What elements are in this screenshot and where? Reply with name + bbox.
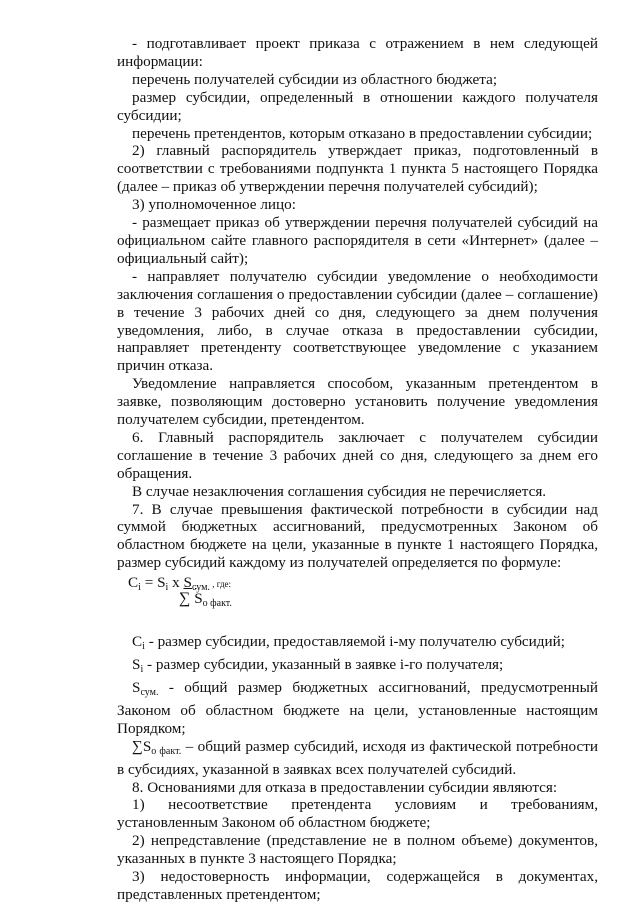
- paragraph: 3) уполномоченное лицо:: [132, 196, 296, 214]
- paragraph: размер субсидии, определенный в отношении каждого получателя субсидии;: [117, 88, 598, 124]
- paragraph: 1) несоответствие претендента условиям и требованиям, установленным Законом об областном бюджете;: [117, 796, 598, 832]
- paragraph: перечень получателей субсидии из областного бюджета;: [132, 70, 498, 88]
- definition: $S_i$ - размер субсидии, указанный в заявке i-го получателя;: [132, 656, 504, 676]
- paragraph: Уведомление направляется способом, указанным претендентом в заявке, позволяющим достоверно установить получение уведомления получателем субсидии, претендентом.: [117, 375, 598, 429]
- paragraph: - направляет получателю субсидии уведомление о необходимости заключения соглашения о предоставлении субсидии (далее – соглашение) в течение 3 рабочих дней со дня, следующего за днем получения уведомления, либо, в случае отказа в предоставлении субсидии, направляет претенденту соответствующее уведомление с указанием причин отказа.: [117, 267, 598, 375]
- paragraph: 2) главный распорядитель утверждает приказ, подготовленный в соответствии с требованиями подпункта 1 пункта 5 настоящего Порядка (далее – приказ об утверждении перечня получателей субсидий);: [117, 142, 598, 196]
- paragraph: 7. В случае превышения фактической потребности в субсидии над суммой бюджетных ассигнований, предусмотренных Законом об областном бюджете на цели, указанные в пункте 1 настоящего Порядка, размер субсидий каждому из получателей определяется по формуле:: [117, 500, 598, 572]
- definition: $\sum S_{о факт.}$ – общий размер субсидий, исходя из фактической потребности в субсидиях, указанной в заявках всех получателей субсидий.: [117, 737, 599, 778]
- document-body: [117, 35, 598, 904]
- paragraph: 6. Главный распорядитель заключает с получателем субсидии соглашение в течение 3 рабочих дней со дня, следующего за днем его обращения.: [117, 428, 598, 482]
- formula-numerator: $C_i = S_i$ x $S_{сум.}$ , где:: [128, 574, 232, 594]
- paragraph: - размещает приказ об утверждении перечня получателей субсидий на официальном сайте главного распорядителя в сети «Интернет» (далее – официальный сайт);: [117, 214, 598, 267]
- formula-ssum: $S_{сум.}$: [183, 574, 210, 594]
- subsidy-formula: [117, 573, 598, 613]
- definition: $S_{сум.}$ - общий размер бюджетных ассигнований, предусмотренный Законом об областном бюджете на цели, установленные настоящим Порядком;: [117, 679, 598, 737]
- paragraph: В случае незаключения соглашения субсидия не перечисляется.: [132, 482, 547, 500]
- formula-denominator: ∑ $S_{о факт.}$: [179, 590, 232, 610]
- paragraph: 8. Основаниями для отказа в предоставлении субсидии являются:: [132, 778, 558, 796]
- paragraph: 2) непредставление (представление не в полном объеме) документов, указанных в пункте 3 настоящего Порядка;: [117, 832, 598, 868]
- paragraph: 3) недостоверность информации, содержащейся в документах, представленных претендентом;: [117, 868, 598, 903]
- paragraph: - подготавливает проект приказа с отражением в нем следующей информации:: [117, 35, 598, 70]
- definition: $C_i$ - размер субсидии, предоставляемой i-му получателю субсидий;: [132, 633, 566, 653]
- paragraph: перечень претендентов, которым отказано в предоставлении субсидии;: [132, 124, 593, 142]
